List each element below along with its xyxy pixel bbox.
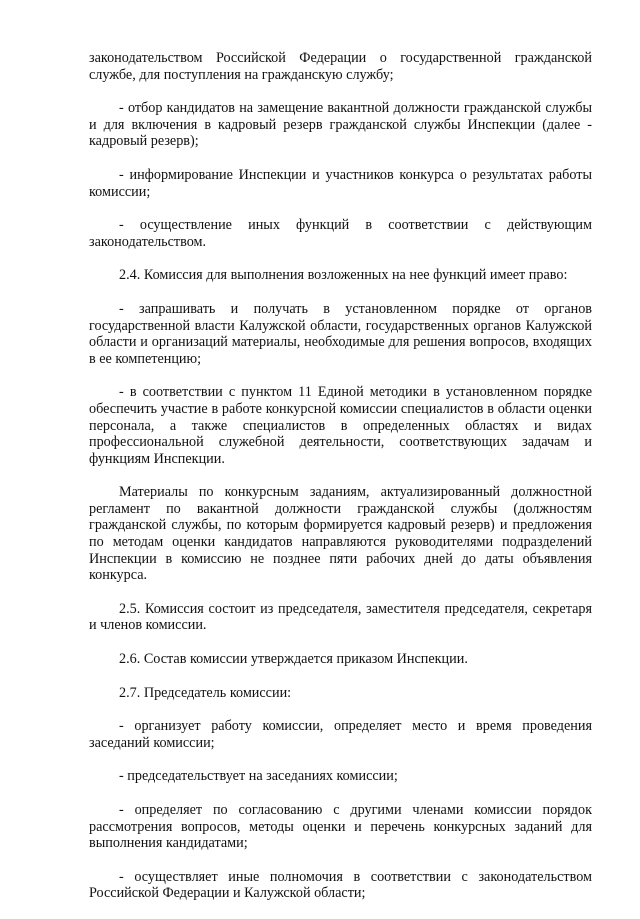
paragraph-candidate-selection: - отбор кандидатов на замещение вакантной должности гражданской службы и для включения в кадровый резерв гражданской службы Инспекции (далее - кадровый резерв); <box>89 100 592 150</box>
paragraph-section-2-6: 2.6. Состав комиссии утверждается приказом Инспекции. <box>119 651 468 668</box>
paragraph-section-2-4: 2.4. Комиссия для выполнения возложенных на нее функций имеет право: <box>119 267 568 284</box>
paragraph-materials: Материалы по конкурсным заданиям, актуализированный должностной регламент по вакантной должности гражданской службы (должностям гражданской службы, по которым формируется кадровый резерв) и предложения по методам оценки кандидатов направляются руководителями подразделений Инспекции в комиссию не позднее пяти рабочих дней до даты объявления конкурса. <box>89 484 592 584</box>
paragraph-specialists: - в соответствии с пунктом 11 Единой методики в установленном порядке обеспечить участие в работе конкурсной комиссии специалистов в области оценки персонала, а также специалистов в определенных областях и видах профессиональной служебной деятельности, соответствующих задачам и функциям Инспекции. <box>89 384 592 467</box>
paragraph-section-2-7: 2.7. Председатель комиссии: <box>119 684 292 701</box>
paragraph-determines-procedure: - определяет по согласованию с другими членами комиссии порядок рассмотрения вопросов, методы оценки и перечень конкурсных заданий для выполнения кандидатами; <box>89 802 592 852</box>
paragraph-presides: - председательствует на заседаниях комиссии; <box>119 768 398 785</box>
paragraph-continuation: законодательством Российской Федерации о государственной гражданской службе, для поступления на гражданскую службу; <box>89 50 592 83</box>
paragraph-request-materials: - запрашивать и получать в установленном порядке от органов государственной власти Калужской области, государственных органов Калужской области и организаций материалы, необходимые для решения вопросов, входящих в ее компетенцию; <box>89 300 592 367</box>
paragraph-other-powers: - осуществляет иные полномочия в соответствии с законодательством Российской Федерации и Калужской области; <box>89 868 592 902</box>
paragraph-other-functions: - осуществление иных функций в соответствии с действующим законодательством. <box>89 217 592 250</box>
paragraph-section-2-5: 2.5. Комиссия состоит из председателя, заместителя председателя, секретаря и членов комиссии. <box>89 600 592 634</box>
document-page <box>89 50 592 919</box>
paragraph-organizes-work: - организует работу комиссии, определяет место и время проведения заседаний комиссии; <box>89 718 592 751</box>
paragraph-informing: - информирование Инспекции и участников конкурса о результатах работы комиссии; <box>89 166 592 200</box>
